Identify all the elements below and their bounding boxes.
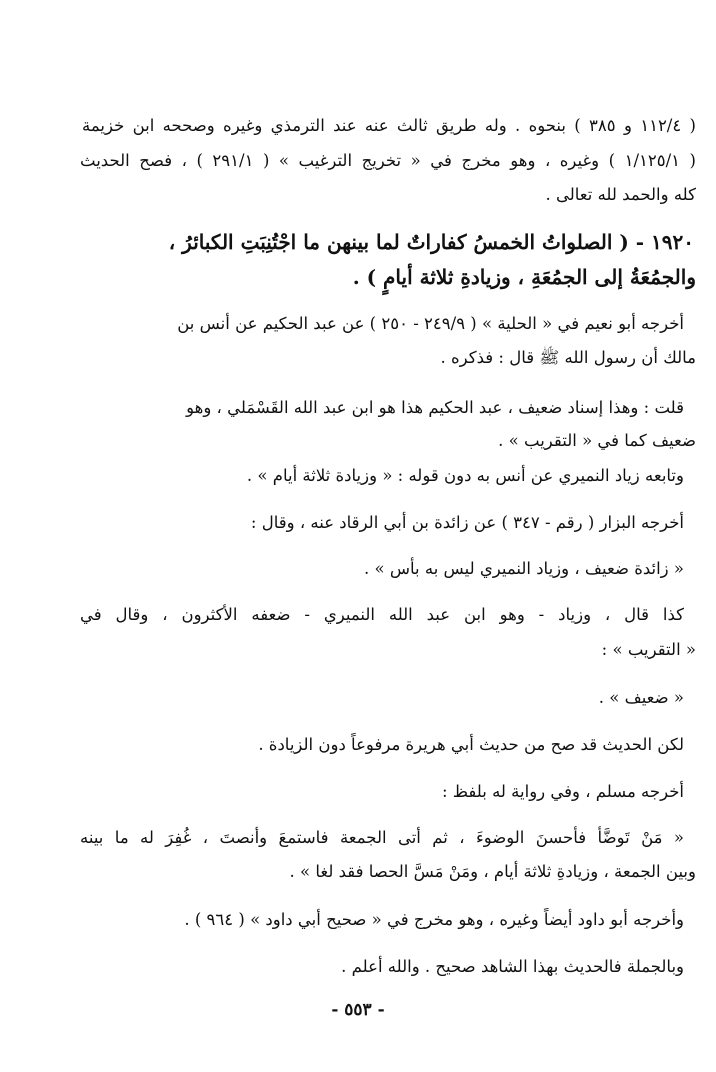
- text-line: ( ١/١٢٥/١ ) وغيره ، وهو مخرج في « تخريج الترغيب » ( ٢٩١/١ ) ، فصح الحديث: [80, 151, 696, 170]
- text-line: « التقريب » :: [601, 640, 696, 659]
- text-line: وأخرجه أبو داود أيضاً وغيره ، وهو مخرج في « صحيح أبي داود » ( ٩٦٤ ) .: [184, 910, 684, 929]
- text-line: قلت : وهذا إسناد ضعيف ، عبد الحكيم هذا هو ابن عبد الله القَسْمَلي ، وهو: [186, 398, 684, 417]
- text-line: ( ١١٢/٤ و ٣٨٥ ) بنحوه . وله طريق ثالث عنه عند الترمذي وغيره وصححه ابن خزيمة: [82, 116, 696, 135]
- text-line: مالك أن رسول الله ﷺ قال : فذكره .: [440, 348, 696, 367]
- text-line: وبين الجمعة ، وزيادةِ ثلاثة أيام ، ومَنْ مَسَّ الحصا فقد لغا » .: [289, 862, 696, 881]
- page-number: - ٥٥٣ -: [331, 1000, 385, 1020]
- text-line: وبالجملة فالحديث بهذا الشاهد صحيح . والله أعلم .: [341, 957, 684, 976]
- hadith-heading-line: والجمُعَةُ إلى الجمُعَةِ ، وزيادةِ ثلاثة أيامٍ ) .: [352, 265, 696, 289]
- text-line: أخرجه مسلم ، وفي رواية له بلفظ :: [441, 782, 684, 801]
- text-line: كله والحمد لله تعالى .: [545, 185, 696, 204]
- text-line: « ضعيف » .: [598, 688, 684, 707]
- text-line: أخرجه البزار ( رقم - ٣٤٧ ) عن زائدة بن أبي الرقاد عنه ، وقال :: [250, 513, 684, 532]
- text-line: كذا قال ، وزياد - وهو ابن عبد الله النميري - ضعفه الأكثرون ، وقال في: [80, 605, 684, 624]
- text-line: أخرجه أبو نعيم في « الحلية » ( ٢٤٩/٩ - ٢٥٠ ) عن عبد الحكيم عن أنس بن: [177, 314, 684, 333]
- text-line: وتابعه زياد النميري عن أنس به دون قوله : « وزيادة ثلاثة أيام » .: [246, 466, 684, 485]
- text-line: ضعيف كما في « التقريب » .: [498, 431, 696, 450]
- text-line: « مَنْ تَوضَّأ فأحسنَ الوضوءَ ، ثم أتى الجمعة فاستمعَ وأنصتَ ، غُفِرَ له ما بينه: [80, 828, 684, 847]
- text-line: « زائدة ضعيف ، وزياد النميري ليس به بأس » .: [364, 559, 684, 578]
- hadith-heading-line: ١٩٢٠ - ( الصلواتُ الخمسُ كفاراتٌ لما بينهن ما اجْتُنِبَتِ الكبائرُ ،: [168, 230, 694, 254]
- text-line: لكن الحديث قد صح من حديث أبي هريرة مرفوعاً دون الزيادة .: [258, 735, 684, 754]
